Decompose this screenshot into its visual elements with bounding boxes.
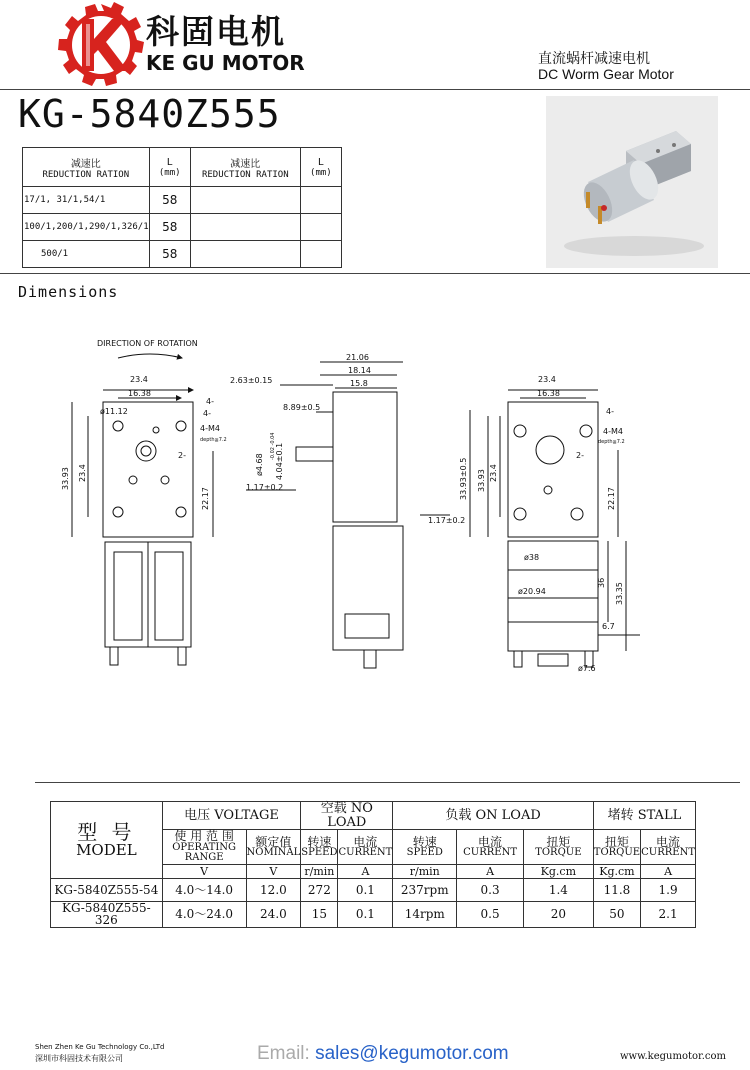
svg-text:21.06: 21.06	[346, 353, 369, 362]
website-link[interactable]: www.kegumotor.com	[620, 1051, 726, 1062]
svg-text:ø4.68: ø4.68	[255, 453, 264, 476]
svg-text:15.8: 15.8	[350, 379, 368, 388]
email-contact: Email: sales@kegumotor.com	[257, 1043, 509, 1064]
svg-text:33.93: 33.93	[61, 467, 70, 490]
svg-text:1.17±0.2: 1.17±0.2	[246, 483, 284, 492]
svg-text:ø20.94: ø20.94	[518, 587, 546, 596]
svg-text:ø11.12: ø11.12	[100, 407, 128, 416]
section-divider	[0, 273, 750, 274]
svg-text:33.35: 33.35	[615, 582, 624, 605]
svg-text:23.4: 23.4	[489, 464, 498, 482]
company-name-en: Shen Zhen Ke Gu Technology Co.,LTd	[35, 1043, 165, 1051]
table-row: 17/1, 31/1,54/1 58	[23, 187, 342, 214]
table-row: KG-5840Z555-54 4.0～14.0 12.0 272 0.1 237rpm 0.3 1.4 11.8 1.9	[51, 878, 696, 901]
dimension-drawing	[0, 330, 750, 690]
svg-text:2-: 2-	[576, 451, 584, 460]
table-row: 100/1,200/1,290/1,326/1 58	[23, 214, 342, 241]
svg-text:22.17: 22.17	[607, 487, 616, 510]
table-row: 500/1 58	[23, 241, 342, 268]
l-header: L (mm)	[149, 148, 190, 187]
header-divider	[0, 89, 750, 90]
svg-text:33.93: 33.93	[477, 469, 486, 492]
svg-text:4-: 4-	[206, 397, 214, 406]
svg-text:depth≦7.2: depth≦7.2	[200, 437, 227, 443]
spec-divider	[35, 782, 740, 783]
svg-text:1.17±0.2: 1.17±0.2	[428, 516, 466, 525]
dimensions-heading: Dimensions	[18, 283, 119, 301]
reduction-ratio-table	[22, 147, 342, 268]
product-subtitle-en: DC Worm Gear Motor	[538, 66, 674, 82]
svg-text:16.38: 16.38	[537, 389, 560, 398]
svg-text:2-: 2-	[178, 451, 186, 460]
email-link[interactable]: sales@kegumotor.com	[315, 1043, 509, 1064]
svg-text:23.4: 23.4	[130, 375, 148, 384]
rotation-label: DIRECTION OF ROTATION	[97, 339, 198, 348]
svg-text:4.04±0.1: 4.04±0.1	[275, 442, 284, 480]
svg-text:16.38: 16.38	[128, 389, 151, 398]
svg-text:4-: 4-	[203, 409, 211, 418]
svg-text:18.14: 18.14	[348, 366, 371, 375]
svg-text:23.4: 23.4	[538, 375, 556, 384]
svg-text:22.17: 22.17	[201, 487, 210, 510]
table-row: KG-5840Z555-326 4.0～24.0 24.0 15 0.1 14rpm 0.5 20 50 2.1	[51, 901, 696, 927]
svg-text:33.93±0.5: 33.93±0.5	[459, 457, 468, 500]
brand-name-en: KE GU MOTOR	[146, 51, 305, 75]
svg-text:4-: 4-	[606, 407, 614, 416]
svg-text:depth≦7.2: depth≦7.2	[598, 439, 625, 445]
svg-text:36: 36	[597, 577, 606, 588]
product-subtitle-cn: 直流蜗杆减速电机	[538, 51, 650, 67]
ratio-header-2: 减速比 REDUCTION RATION	[190, 148, 300, 187]
l-header-2: L (mm)	[300, 148, 341, 187]
svg-text:6.7: 6.7	[602, 622, 615, 631]
brand-name-cn: 科固电机	[146, 12, 286, 51]
ratio-header: 减速比 REDUCTION RATION	[23, 148, 150, 187]
svg-text:2.63±0.15: 2.63±0.15	[230, 376, 273, 385]
company-name-cn: 深圳市科固技术有限公司	[35, 1054, 123, 1063]
svg-text:ø38: ø38	[524, 553, 540, 562]
svg-text:4-M4: 4-M4	[603, 427, 623, 436]
model-title: KG-5840Z555	[18, 92, 281, 136]
brand-logo	[58, 2, 144, 88]
svg-text:4-M4: 4-M4	[200, 424, 220, 433]
product-photo	[546, 96, 718, 268]
svg-text:ø7.6: ø7.6	[578, 664, 596, 673]
svg-text:-0.02 -0.04: -0.02 -0.04	[270, 432, 276, 460]
model-header: 型 号 MODEL	[51, 802, 163, 879]
spec-table: 型 号 MODEL 电压 VOLTAGE 空载 NO LOAD 负载 ON LOAD 堵转 STALL 使 用 范 围 OPERATING RANGE 额定值 NOMINAL 转速 SPEED 电流 CURRENT 转速 SPEED 电流 CURRENT 扭矩 TORQUE 扭矩 TORQUE 电流 CURRENT V V r/min A r/min A Kg.cm Kg.cm A KG-5840Z555-54 4.0～14.0 12.0 272 0.1 237rpm 0.3 1.4 11.8 1.9 KG-5840Z555-326 4.0～24.0 24.0 15 0.1 14rpm 0.5 20 50 2.1	[50, 801, 696, 928]
svg-text:23.4: 23.4	[78, 464, 87, 482]
svg-text:8.89±0.5: 8.89±0.5	[283, 403, 321, 412]
